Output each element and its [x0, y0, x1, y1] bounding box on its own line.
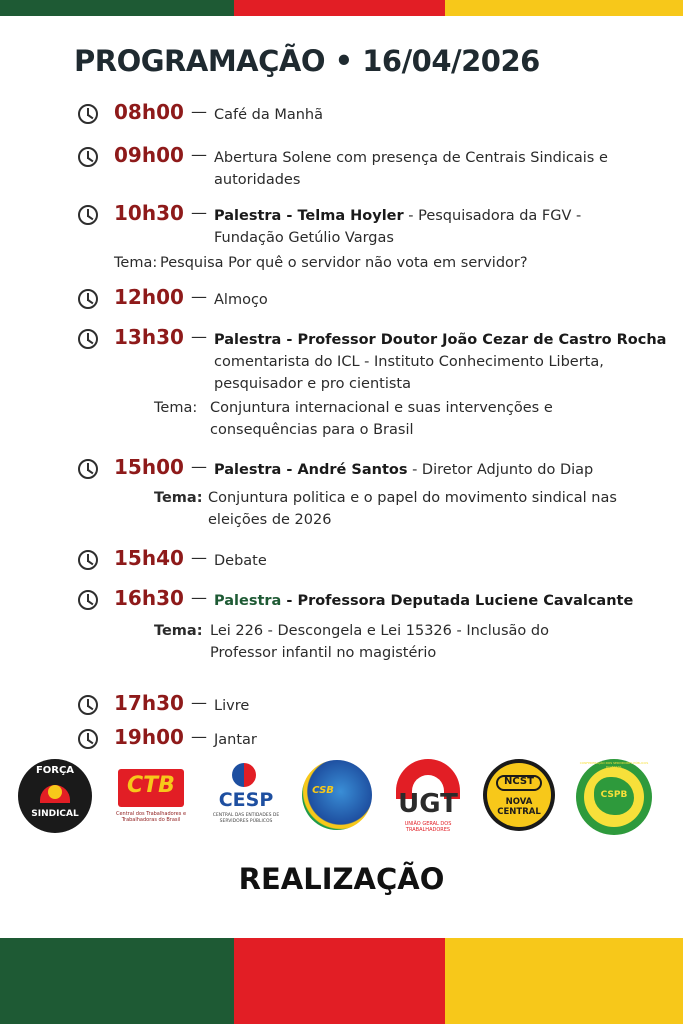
speaker-name: - Professora Deputada Luciene Cavalcante — [281, 593, 634, 609]
schedule-time: 09h00 — [114, 143, 184, 167]
forca-top-text: FORÇA — [35, 765, 75, 776]
logo-ncst — [482, 757, 556, 837]
separator-dash: — — [191, 203, 207, 222]
ctb-name: CTB — [127, 773, 175, 798]
speaker-role: comentarista do ICL - Instituto Conhecimento Liberta, pesquisador e pro cientista — [214, 354, 604, 392]
logos-row — [16, 757, 672, 841]
logo-ctb — [114, 757, 188, 837]
band-green — [0, 938, 234, 1024]
schedule-time: 17h30 — [114, 691, 184, 715]
speaker-label: Palestra — [214, 593, 282, 609]
cesp-emblem-icon — [232, 763, 256, 787]
speaker-name: Palestra - Professor Doutor João Cezar de Castro Rocha — [214, 332, 667, 348]
separator-dash: — — [191, 588, 207, 607]
tema-label: Tema: — [154, 490, 203, 506]
tema-text: Conjuntura politica e o papel do movimento sindical nas eleições de 2026 — [208, 490, 617, 528]
schedule-description: Debate — [214, 553, 267, 569]
schedule-time: 08h00 — [114, 100, 184, 124]
schedule-description — [214, 590, 674, 612]
cesp-subtitle: CENTRAL DAS ENTIDADES DE SERVIDORES PÚBLICOS — [212, 813, 280, 824]
schedule-description: Livre — [214, 698, 250, 714]
band-red — [234, 0, 445, 16]
separator-dash: — — [191, 145, 207, 164]
schedule-time: 10h30 — [114, 201, 184, 225]
clock-icon — [78, 104, 98, 124]
forca-bottom-text: SINDICAL — [31, 809, 79, 819]
forca-sun-core-icon — [48, 785, 62, 799]
tema-text: Pesquisa Por quê o servidor não vota em servidor? — [160, 255, 528, 271]
ncst-line2: CENTRAL — [497, 807, 541, 817]
ugt-subtitle: UNIÃO GERAL DOS TRABALHADORES — [404, 821, 452, 833]
clock-icon — [78, 289, 98, 309]
separator-dash: — — [191, 327, 207, 346]
cesp-name: CESP — [218, 789, 274, 811]
cspb-name: CSPB — [600, 790, 628, 800]
realizacao-heading: REALIZAÇÃO — [238, 862, 445, 896]
clock-icon — [78, 459, 98, 479]
tema-label: Tema: — [114, 255, 158, 271]
schedule-description — [214, 329, 667, 395]
separator-dash: — — [191, 287, 207, 306]
schedule-description — [214, 205, 644, 249]
separator-dash: — — [191, 727, 207, 746]
cspb-ring-text: CONFEDERAÇÃO DOS SERVIDORES PÚBLICOS DO BRASIL — [579, 761, 649, 769]
band-red — [234, 938, 445, 1024]
top-color-band — [0, 0, 683, 16]
csb-name: CSB — [312, 785, 334, 796]
speaker-name: Palestra - André Santos — [214, 462, 408, 478]
speaker-name: Palestra - Telma Hoyler — [214, 208, 404, 224]
speaker-role: - Pesquisadora da FGV - Fundação Getúlio Vargas — [214, 208, 582, 246]
schedule-time: 13h30 — [114, 325, 184, 349]
page-title: PROGRAMAÇÃO • 16/04/2026 — [74, 44, 540, 78]
clock-icon — [78, 147, 98, 167]
ncst-line1: NOVA — [505, 797, 533, 807]
schedule-time: 16h30 — [114, 586, 184, 610]
logo-csb — [300, 757, 374, 837]
bottom-color-band — [0, 938, 683, 1024]
logo-cesp — [210, 757, 282, 837]
separator-dash: — — [191, 102, 207, 121]
separator-dash: — — [191, 548, 207, 567]
tema-label: Tema: — [154, 400, 198, 416]
logo-cspb — [574, 757, 656, 837]
band-yellow — [445, 0, 683, 16]
clock-icon — [78, 329, 98, 349]
schedule-time: 19h00 — [114, 725, 184, 749]
tema-text: Conjuntura internacional e suas intervenções e consequências para o Brasil — [210, 400, 553, 438]
ugt-name: UGT — [398, 789, 458, 819]
logo-forca-sindical — [16, 757, 94, 837]
schedule-description: Abertura Solene com presença de Centrais Sindicais e autoridades — [214, 150, 608, 188]
ctb-subtitle: Central dos Trabalhadores e Trabalhadoras do Brasil — [115, 811, 187, 823]
schedule-description: Jantar — [214, 732, 257, 748]
schedule-time: 12h00 — [114, 285, 184, 309]
logo-ugt — [390, 757, 466, 837]
band-green — [0, 0, 234, 16]
clock-icon — [78, 205, 98, 225]
schedule-description: Café da Manhã — [214, 107, 324, 123]
speaker-role: - Diretor Adjunto do Diap — [407, 462, 594, 478]
ncst-name: NCST — [504, 776, 534, 787]
clock-icon — [78, 590, 98, 610]
schedule-description: Almoço — [214, 292, 268, 308]
clock-icon — [78, 729, 98, 749]
schedule-description — [214, 459, 674, 481]
clock-icon — [78, 695, 98, 715]
ncst-badge — [487, 763, 551, 827]
schedule-time: 15h00 — [114, 455, 184, 479]
band-yellow — [445, 938, 683, 1024]
separator-dash: — — [191, 693, 207, 712]
separator-dash: — — [191, 457, 207, 476]
tema-text: Lei 226 - Descongela e Lei 15326 - Inclusão do Professor infantil no magistério — [210, 623, 549, 661]
schedule-time: 15h40 — [114, 546, 184, 570]
tema-label: Tema: — [154, 623, 203, 639]
clock-icon — [78, 550, 98, 570]
